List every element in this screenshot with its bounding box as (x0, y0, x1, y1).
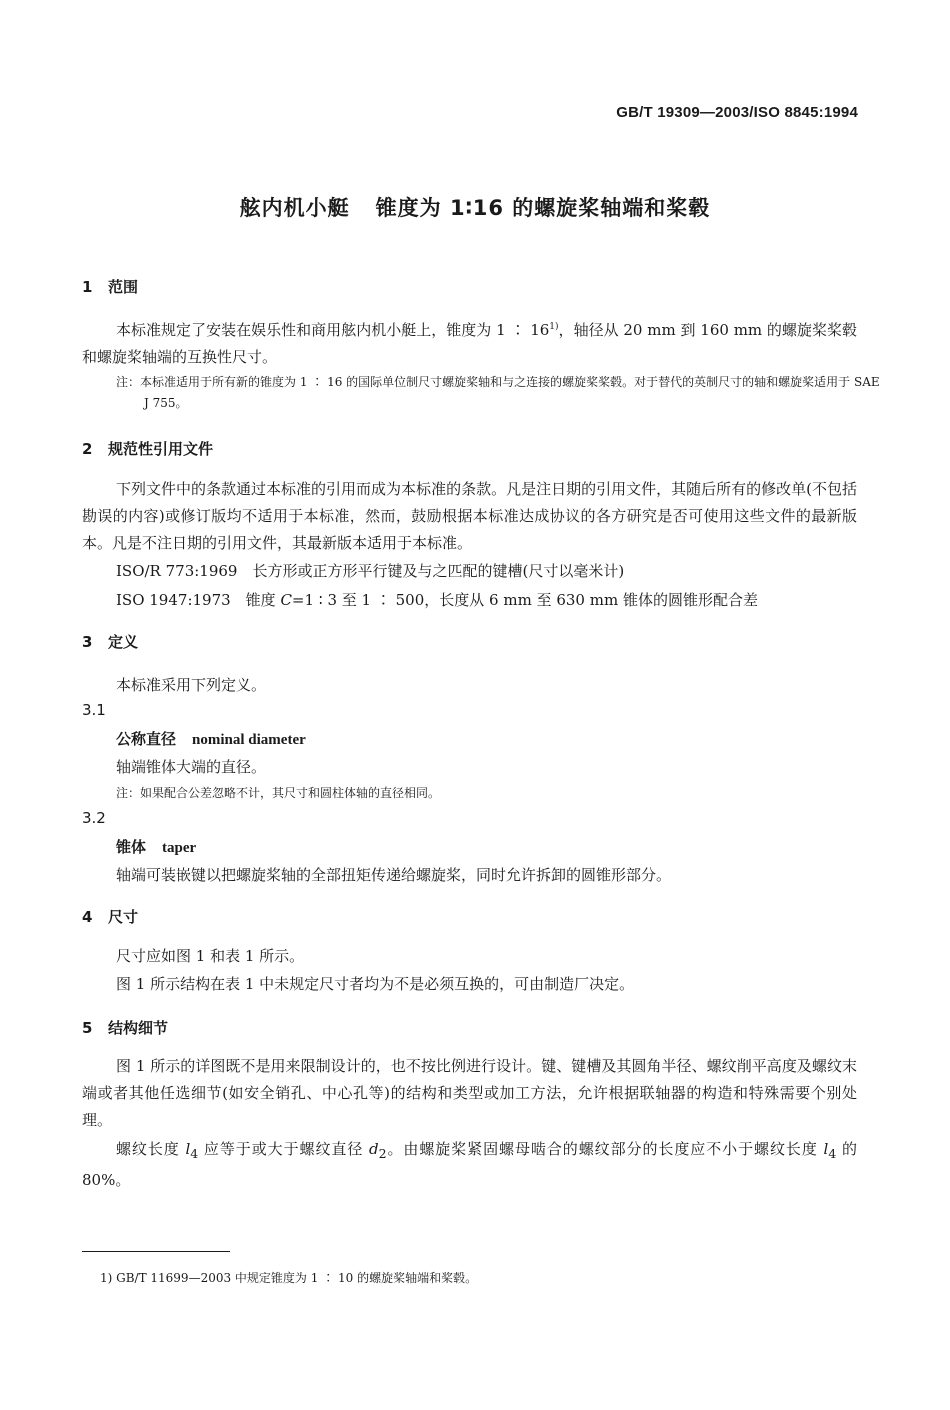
section-2-paragraph: 下列文件中的条款通过本标准的引用而成为本标准的条款。凡是注日期的引用文件，其随后所有的修改单(不包括勘误的内容)或修订版均不适用于本标准，然而，鼓励根据本标准达成协议的各方研究是否可使用这些文件的最新版本。凡是不注日期的引用文件，其最新版本适用于本标准。 (82, 480, 857, 552)
reference-iso-773: ISO/R 773:1969 长方形或正方形平行键及与之匹配的键槽(尺寸以毫米计) (116, 562, 625, 580)
section-1-note: 注：本标准适用于所有新的锥度为 1 ∶ 16 的国际单位制尺寸螺旋桨轴和与之连接的螺旋桨桨毂。对于替代的英制尺寸的轴和螺旋桨适用于 SAE J 755。 (116, 375, 880, 410)
definition-3-1-note: 注：如果配合公差忽略不计，其尺寸和圆柱体轴的直径相同。 (116, 786, 441, 800)
page-title (0, 192, 950, 222)
section-4-paragraph-2: 图 1 所示结构在表 1 中未规定尺寸者均为不是必须互换的，可由制造厂决定。 (116, 975, 635, 993)
section-4-heading: 4 尺寸 (82, 908, 139, 926)
section-1-paragraph: 本标准规定了安装在娱乐性和商用舷内机小艇上，锥度为 1 ∶ 16$^{1)}$，轴径从 20 mm 到 160 mm 的螺旋桨桨毂和螺旋桨轴端的互换性尺寸。 (82, 321, 857, 366)
section-3-heading: 3 定义 (82, 633, 139, 651)
section-4-paragraph-1: 尺寸应如图 1 和表 1 所示。 (116, 947, 305, 965)
footnote: 1) GB/T 11699—2003 中规定锥度为 1 ∶ 10 的螺旋桨轴端和桨毂。 (100, 1271, 478, 1285)
definition-3-2-number: 3.2 (82, 809, 106, 827)
section-1-heading: 1 范围 (82, 278, 139, 296)
title-part-1: 舷内机小艇 (239, 196, 350, 220)
section-3-intro: 本标准采用下列定义。 (116, 676, 267, 694)
section-5-paragraph-2: 螺纹长度 $l_4$ 应等于或大于螺纹直径 $d_2$。由螺旋桨紧固螺母啮合的螺纹部分的长度应不小于螺纹长度 $l_4$ 的 80%。 (82, 1140, 857, 1189)
definition-3-1-text: 轴端锥体大端的直径。 (116, 758, 267, 776)
footnote-ref: 1) (549, 322, 559, 332)
section-2-heading: 2 规范性引用文件 (82, 440, 214, 458)
definition-3-1-term: 公称直径 nominal diameter (116, 730, 306, 748)
section-5-paragraph-1: 图 1 所示的详图既不是用来限制设计的，也不按比例进行设计。键、键槽及其圆角半径、螺纹削平高度及螺纹末端或者其他任选细节(如安全销孔、中心孔等)的结构和类型或加工方法，允许根据联轴器的构造和特殊需要个别处理。 (82, 1057, 857, 1129)
definition-3-1-number: 3.1 (82, 701, 106, 719)
standard-code: GB/T 19309—2003/ISO 8845:1994 (616, 104, 858, 121)
definition-3-2-term: 锥体 taper (116, 838, 197, 856)
reference-iso-1947: ISO 1947:1973 锥度 C=1 ∶ 3 至 1 ∶ 500，长度从 6 mm 至 630 mm 锥体的圆锥形配合差 (116, 591, 758, 609)
definition-3-2-text: 轴端可装嵌键以把螺旋桨轴的全部扭矩传递给螺旋桨，同时允许拆卸的圆锥形部分。 (116, 866, 672, 884)
footnote-divider (82, 1251, 230, 1252)
title-part-2: 锥度为 1∶16 的螺旋桨轴端和桨毂 (375, 196, 711, 220)
section-5-heading: 5 结构细节 (82, 1019, 169, 1037)
